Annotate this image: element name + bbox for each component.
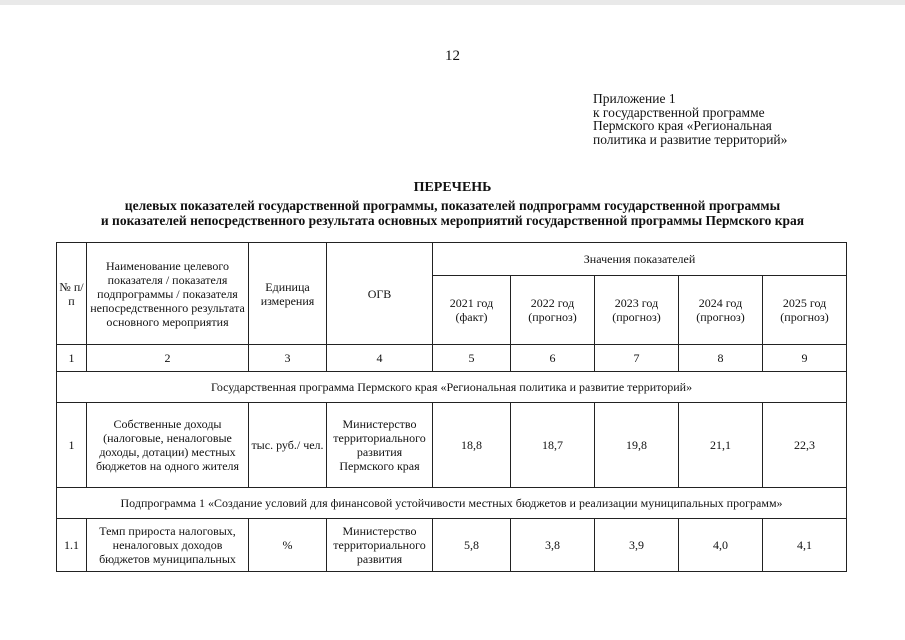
row-value: 18,8	[433, 403, 511, 488]
header-year: 2025 год (прогноз)	[763, 276, 847, 345]
subprogram-section-row	[57, 488, 847, 519]
row-unit: тыс. руб./ чел.	[249, 403, 327, 488]
column-number: 2	[87, 345, 249, 372]
column-number: 7	[595, 345, 679, 372]
column-number: 5	[433, 345, 511, 372]
header-num: № п/п	[57, 243, 87, 345]
program-section-row	[57, 372, 847, 403]
row-ogv: Министерство территориального развития Пермского края	[327, 403, 433, 488]
header-year: 2023 год (прогноз)	[595, 276, 679, 345]
program-title: Государственная программа Пермского края «Региональная политика и развитие территорий»	[57, 372, 847, 403]
appendix-line: Приложение 1	[593, 91, 676, 106]
row-ogv: Министерство территориального развития	[327, 519, 433, 572]
indicators-table	[56, 242, 847, 572]
header-year: 2024 год (прогноз)	[679, 276, 763, 345]
table-row	[57, 519, 847, 572]
appendix-line: к государственной программе	[593, 104, 765, 120]
row-value: 5,8	[433, 519, 511, 572]
row-num: 1	[57, 403, 87, 488]
row-num: 1.1	[57, 519, 87, 572]
column-number: 9	[763, 345, 847, 372]
page-number: 12	[445, 48, 460, 64]
row-value: 18,7	[511, 403, 595, 488]
appendix-note	[593, 92, 787, 146]
document-subtitle	[0, 199, 905, 228]
column-numbers-row	[57, 345, 847, 372]
column-number: 3	[249, 345, 327, 372]
header-year: 2021 год (факт)	[433, 276, 511, 345]
scan-top-edge	[0, 0, 905, 5]
column-number: 1	[57, 345, 87, 372]
column-number: 4	[327, 345, 433, 372]
row-name: Темп прироста налоговых, неналоговых доходов бюджетов муниципальных	[87, 519, 249, 572]
document-title: ПЕРЕЧЕНЬ	[413, 180, 492, 195]
header-ogv: ОГВ	[327, 243, 433, 345]
row-value: 4,1	[763, 519, 847, 572]
row-value: 19,8	[595, 403, 679, 488]
header-year: 2022 год (прогноз)	[511, 276, 595, 345]
appendix-line: политика и развитие территорий»	[593, 131, 788, 147]
header-unit: Единица измерения	[249, 243, 327, 345]
appendix-line: Пермского края «Региональная	[593, 118, 772, 133]
row-value: 22,3	[763, 403, 847, 488]
row-value: 4,0	[679, 519, 763, 572]
table-row	[57, 403, 847, 488]
row-value: 3,9	[595, 519, 679, 572]
column-number: 8	[679, 345, 763, 372]
row-value: 21,1	[679, 403, 763, 488]
header-row	[57, 243, 847, 276]
row-name: Собственные доходы (налоговые, неналоговые доходы, дотации) местных бюджетов на одного жителя	[87, 403, 249, 488]
subtitle-line: целевых показателей государственной программы, показателей подпрограмм государственной программы	[124, 198, 781, 213]
row-value: 3,8	[511, 519, 595, 572]
column-number: 6	[511, 345, 595, 372]
subprogram-title: Подпрограмма 1 «Создание условий для финансовой устойчивости местных бюджетов и реализации муниципальных программ»	[57, 488, 847, 519]
row-unit: %	[249, 519, 327, 572]
subtitle-line: и показателей непосредственного результата основных мероприятий государственной программы Пермского края	[100, 212, 805, 228]
header-values-group: Значения показателей	[433, 243, 847, 276]
header-name: Наименование целевого показателя / показателя подпрограммы / показателя непосредственного результата основного мероприятия	[87, 243, 249, 345]
